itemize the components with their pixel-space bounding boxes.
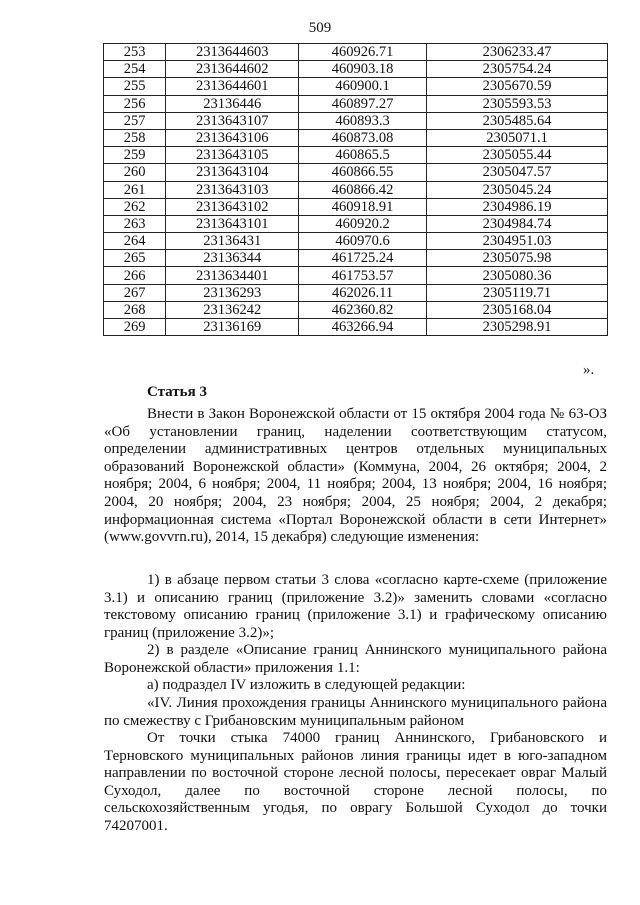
coord-y-cell: 2305485.64 bbox=[427, 112, 608, 129]
point-id-cell: 2313643107 bbox=[166, 112, 299, 129]
coord-y-cell: 2305168.04 bbox=[427, 301, 608, 318]
row-number-cell: 264 bbox=[104, 233, 166, 250]
coord-x-cell: 460970.6 bbox=[299, 233, 427, 250]
table-row bbox=[104, 198, 608, 215]
table-row bbox=[104, 112, 608, 129]
point-id-cell: 2313634401 bbox=[166, 267, 299, 284]
coord-y-cell: 2305298.91 bbox=[427, 319, 608, 336]
table-row bbox=[104, 250, 608, 267]
coord-x-cell: 460918.91 bbox=[299, 198, 427, 215]
point-id-cell: 23136446 bbox=[166, 95, 299, 112]
point-id-cell: 2313643102 bbox=[166, 198, 299, 215]
row-number-cell: 263 bbox=[104, 215, 166, 232]
coord-y-cell: 2305593.53 bbox=[427, 95, 608, 112]
table-row bbox=[104, 284, 608, 301]
item-2: 2) в разделе «Описание границ Аннинского муниципального района Воронежской области» приложения 1.1: bbox=[104, 642, 607, 676]
point-id-cell: 23136293 bbox=[166, 284, 299, 301]
coord-y-cell: 2305119.71 bbox=[427, 284, 608, 301]
table-row bbox=[104, 233, 608, 250]
coord-x-cell: 460926.71 bbox=[299, 44, 427, 61]
point-id-cell: 2313643105 bbox=[166, 147, 299, 164]
paragraph-intro: Внести в Закон Воронежской области от 15 октября 2004 года № 63-ОЗ «Об установлении границ, наделении соответствующим статусом, определении административных центров отдельных муниципальных образований Воронежской области» (Коммуна, 2004, 26 октября; 2004, 2 ноября; 2004, 6 ноября; 2004, 11 ноября; 2004, 13 ноября; 2004, 16 ноября; 2004, 20 ноября; 2004, 23 ноября; 2004, 25 ноября; 2004, 2 декабря; информационная система «Портал Воронежской области в сети Интернет» (www.govvrn.ru), 2014, 15 декабря) следующие изменения: bbox=[104, 406, 607, 546]
point-id-cell: 2313643101 bbox=[166, 215, 299, 232]
article-heading: Статья 3 bbox=[147, 384, 207, 400]
row-number-cell: 253 bbox=[104, 44, 166, 61]
coord-x-cell: 460866.42 bbox=[299, 181, 427, 198]
coord-y-cell: 2305754.24 bbox=[427, 61, 608, 78]
row-number-cell: 268 bbox=[104, 301, 166, 318]
coord-y-cell: 2305075.98 bbox=[427, 250, 608, 267]
coord-y-cell: 2304986.19 bbox=[427, 198, 608, 215]
point-id-cell: 2313644603 bbox=[166, 44, 299, 61]
point-id-cell: 2313643106 bbox=[166, 129, 299, 146]
row-number-cell: 267 bbox=[104, 284, 166, 301]
coord-x-cell: 460900.1 bbox=[299, 78, 427, 95]
coord-y-cell: 2304951.03 bbox=[427, 233, 608, 250]
coord-y-cell: 2305071.1 bbox=[427, 129, 608, 146]
table-row bbox=[104, 319, 608, 336]
coord-y-cell: 2304984.74 bbox=[427, 215, 608, 232]
item-2a: а) подраздел IV изложить в следующей редакции: bbox=[147, 677, 466, 693]
row-number-cell: 261 bbox=[104, 181, 166, 198]
table-row bbox=[104, 95, 608, 112]
point-id-cell: 2313643103 bbox=[166, 181, 299, 198]
coord-x-cell: 463266.94 bbox=[299, 319, 427, 336]
table-row bbox=[104, 164, 608, 181]
point-id-cell: 23136169 bbox=[166, 319, 299, 336]
table-row bbox=[104, 267, 608, 284]
row-number-cell: 255 bbox=[104, 78, 166, 95]
point-id-cell: 2313643104 bbox=[166, 164, 299, 181]
table-row bbox=[104, 78, 608, 95]
point-id-cell: 23136344 bbox=[166, 250, 299, 267]
coord-x-cell: 462026.11 bbox=[299, 284, 427, 301]
coord-x-cell: 460920.2 bbox=[299, 215, 427, 232]
table-row bbox=[104, 181, 608, 198]
section-iv-heading: «IV. Линия прохождения границы Аннинского муниципального района по смежеству с Грибановским муниципальным районом bbox=[104, 695, 607, 729]
point-id-cell: 2313644601 bbox=[166, 78, 299, 95]
row-number-cell: 266 bbox=[104, 267, 166, 284]
coord-x-cell: 460865.5 bbox=[299, 147, 427, 164]
boundary-description: От точки стыка 74000 границ Аннинского, Грибановского и Терновского муниципальных районов линия границы идет в юго-западном направлении по восточной стороне лесной полосы, пересекает овраг Малый Суходол, далее по восточной стороне лесной полосы, по сельскохозяйственным угодья, по оврагу Большой Суходол до точки 74207001. bbox=[104, 730, 607, 834]
coord-y-cell: 2306233.47 bbox=[427, 44, 608, 61]
coord-y-cell: 2305080.36 bbox=[427, 267, 608, 284]
closing-quote: ». bbox=[583, 362, 595, 378]
point-id-cell: 23136242 bbox=[166, 301, 299, 318]
point-id-cell: 23136431 bbox=[166, 233, 299, 250]
row-number-cell: 257 bbox=[104, 112, 166, 129]
coord-x-cell: 461725.24 bbox=[299, 250, 427, 267]
coord-x-cell: 460897.27 bbox=[299, 95, 427, 112]
coord-y-cell: 2305055.44 bbox=[427, 147, 608, 164]
point-id-cell: 2313644602 bbox=[166, 61, 299, 78]
coord-x-cell: 460873.08 bbox=[299, 129, 427, 146]
table-row bbox=[104, 147, 608, 164]
row-number-cell: 262 bbox=[104, 198, 166, 215]
row-number-cell: 265 bbox=[104, 250, 166, 267]
coord-y-cell: 2305670.59 bbox=[427, 78, 608, 95]
coord-x-cell: 461753.57 bbox=[299, 267, 427, 284]
coordinates-table bbox=[103, 43, 608, 336]
row-number-cell: 260 bbox=[104, 164, 166, 181]
coord-x-cell: 462360.82 bbox=[299, 301, 427, 318]
coord-y-cell: 2305047.57 bbox=[427, 164, 608, 181]
table-row bbox=[104, 215, 608, 232]
row-number-cell: 254 bbox=[104, 61, 166, 78]
table-row bbox=[104, 61, 608, 78]
coord-y-cell: 2305045.24 bbox=[427, 181, 608, 198]
table-row bbox=[104, 129, 608, 146]
row-number-cell: 269 bbox=[104, 319, 166, 336]
row-number-cell: 256 bbox=[104, 95, 166, 112]
table-row bbox=[104, 44, 608, 61]
row-number-cell: 259 bbox=[104, 147, 166, 164]
coord-x-cell: 460903.18 bbox=[299, 61, 427, 78]
page-number: 509 bbox=[308, 20, 332, 36]
coord-x-cell: 460866.55 bbox=[299, 164, 427, 181]
coord-x-cell: 460893.3 bbox=[299, 112, 427, 129]
row-number-cell: 258 bbox=[104, 129, 166, 146]
table-row bbox=[104, 301, 608, 318]
item-1: 1) в абзаце первом статьи 3 слова «согласно карте-схеме (приложение 3.1) и описанию границ (приложение 3.2)» заменить словами «согласно текстовому описанию границ (приложение 3.1) и графическому описанию границ (приложение 3.2)»; bbox=[104, 572, 607, 641]
